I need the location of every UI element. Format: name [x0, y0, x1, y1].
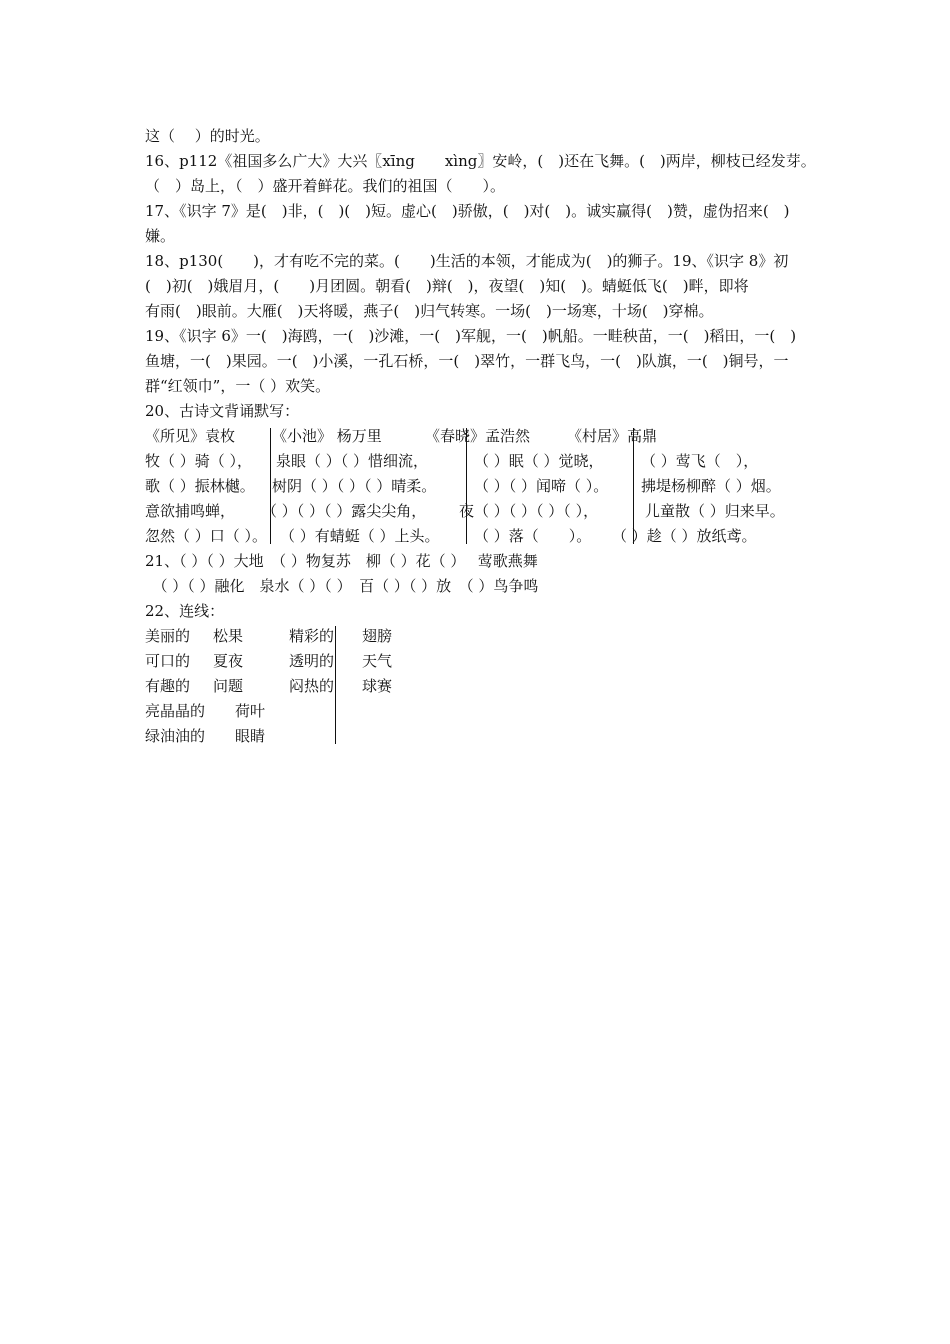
poem-title-xiaochi: 《小池》 杨万里: [272, 427, 382, 445]
poem-line: 夜（ ）（ ）（ ）（ ），: [459, 502, 599, 520]
match-right-word: 闷热的: [289, 677, 335, 695]
poem-line: （ ）落（ ）。: [474, 527, 592, 545]
q18-line3: 有雨( )眼前。大雁( )天将暖，燕子( )归气转寒。一场( )一场寒，十场( )穿棉。: [145, 302, 714, 320]
match-left-word: 可口的: [145, 652, 191, 670]
q20-title: 20、古诗文背诵默写：: [145, 402, 300, 420]
match-right-word: 球赛: [362, 677, 393, 695]
poem-divider: [633, 428, 634, 544]
match-left-word: 有趣的: [145, 677, 191, 695]
match-left-word: 绿油油的: [145, 727, 206, 745]
q16-line1: 16、p112《祖国多么广大》大兴〖xīng xìng〗安岭，( )还在飞舞。( )两岸，柳枝已经发芽。: [145, 152, 816, 170]
q17-line1: 17、《识字 7》是( )非，( )( )短。虚心( )骄傲，( )对( )。诚实赢得( )赞，虚伪招来( ): [145, 202, 790, 220]
match-left-word: 亮晶晶的: [145, 702, 206, 720]
poem-line: 歌（ ）振林樾。: [145, 477, 255, 495]
match-left-word: 荷叶: [235, 702, 266, 720]
poem-line: 泉眼（ ）（ ）惜细流，: [276, 452, 429, 470]
poem-line: （ ）（ ）闻啼（ ）。: [474, 477, 609, 495]
q18-line2: ( )初( )娥眉月，( )月团圆。朝看( )辩( )，夜望( )知( )。蜻蜓低飞( )畔，即将: [145, 277, 749, 295]
poem-title-chunxiao: 《春晓》孟浩然: [425, 427, 531, 445]
poem-line: （ ）莺飞（ ），: [641, 452, 759, 470]
q19-line2: 鱼塘，一( )果园。一( )小溪，一孔石桥，一( )翠竹，一群飞鸟，一( )队旗，一( )铜号，一: [145, 352, 789, 370]
poem-line: （ ）趁（ ）放纸鸢。: [612, 527, 757, 545]
q19-line1: 19、《识字 6》一( )海鸥，一( )沙滩，一( )军舰，一( )帆船。一畦秧苗，一( )稻田，一( ): [145, 327, 797, 345]
poem-line: 儿童散（ ）归来早。: [645, 502, 785, 520]
q22-title: 22、连线：: [145, 602, 225, 620]
poem-divider: [270, 428, 271, 544]
match-divider: [335, 626, 336, 744]
match-right-word: 透明的: [289, 652, 335, 670]
match-left-word: 松果: [213, 627, 244, 645]
match-right-word: 翅膀: [362, 627, 393, 645]
poem-title-cunju: 《村居》高鼎: [567, 427, 658, 445]
poem-line: 忽然（ ）口（ ）。: [145, 527, 268, 545]
q21-line1: 21、（ ）（ ）大地 （ ）物复苏 柳（ ）花（ ） 莺歌燕舞: [145, 552, 538, 570]
q15-tail: 这（ ）的时光。: [145, 127, 270, 145]
match-right-word: 精彩的: [289, 627, 335, 645]
q16-line2: （ ）岛上，（ ）盛开着鲜花。我们的祖国（ ）。: [145, 177, 506, 195]
poem-line: （ ）（ ）（ ）露尖尖角，: [262, 502, 427, 520]
q17-line2: 嫌。: [145, 227, 176, 245]
match-right-word: 天气: [362, 652, 393, 670]
poem-title-suojian: 《所见》袁枚: [145, 427, 236, 445]
poem-line: 牧（ ）骑（ ），: [145, 452, 253, 470]
q19-line3: 群“红领巾”，一（ ）欢笑。: [145, 377, 331, 395]
match-left-word: 美丽的: [145, 627, 191, 645]
poem-line: 拂堤杨柳醉（ ）烟。: [641, 477, 781, 495]
poem-line: （ ）有蜻蜓（ ）上头。: [280, 527, 440, 545]
poem-line: 意欲捕鸣蝉，: [145, 502, 236, 520]
match-left-word: 眼睛: [235, 727, 266, 745]
q21-line2: （ ）（ ）融化 泉水（ ）（ ） 百（ ）（ ）放 （ ）鸟争鸣: [145, 577, 539, 595]
q18-line1: 18、p130( )，才有吃不完的菜。( )生活的本领，才能成为( )的狮子。19、《识字 8》初: [145, 252, 789, 270]
poem-divider: [466, 428, 467, 544]
match-left-word: 夏夜: [213, 652, 244, 670]
poem-line: （ ）眠（ ）觉晓，: [474, 452, 604, 470]
poem-line: 树阴（ ）（ ）（ ）晴柔。: [272, 477, 437, 495]
match-left-word: 问题: [213, 677, 244, 695]
